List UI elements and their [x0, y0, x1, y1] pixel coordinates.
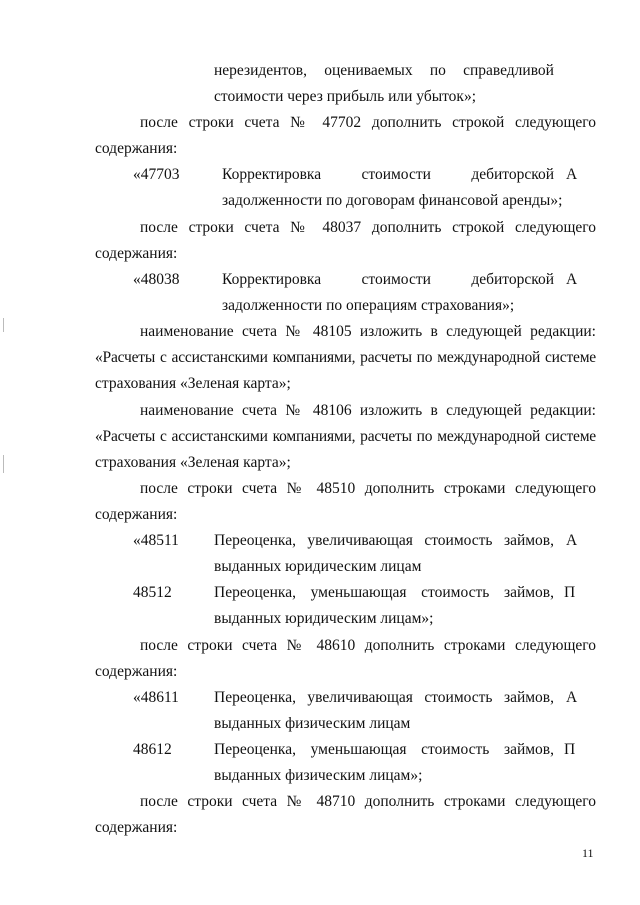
paragraph-first-line: после строки счета № 48610 дополнить строками следующего	[140, 637, 596, 654]
entry-text-line: выданных юридическим лицам»;	[214, 610, 434, 627]
account-flag: А	[566, 271, 578, 288]
paragraph-line: содержания:	[95, 245, 178, 262]
account-flag: А	[566, 532, 578, 549]
entry-text-line: выданных юридическим лицам	[214, 558, 422, 575]
scan-mark	[3, 455, 4, 473]
paragraph-first-line: после строки счета № 48510 дополнить строками следующего	[140, 480, 596, 497]
word: по	[429, 62, 446, 79]
paragraph-first-line: наименование счета № 48105 изложить в следующей редакции:	[140, 323, 596, 340]
account-flag: А	[566, 166, 578, 183]
account-code: «47703	[133, 166, 180, 183]
account-code: 48512	[133, 584, 172, 601]
entry-text-line: Переоценка, увеличивающая стоимость займов,	[214, 689, 554, 706]
paragraph-first-line: после строки счета № 48710 дополнить строками следующего	[140, 793, 596, 810]
entry-text-line: задолженности по договорам финансовой аренды»;	[222, 192, 563, 209]
account-code: «48611	[133, 689, 179, 706]
page-number: 11	[582, 846, 594, 860]
entry-text-line: выданных физическим лицам»;	[214, 767, 423, 784]
word: нерезидентов,	[214, 62, 307, 79]
paragraph-line: «Расчеты с ассистанскими компаниями, расчеты по международной системе	[95, 428, 596, 445]
account-code: «48511	[133, 532, 179, 549]
entry-text-line: выданных физическим лицам	[214, 715, 411, 732]
account-flag: П	[564, 584, 576, 601]
entry-text-line: Переоценка, увеличивающая стоимость займов,	[214, 532, 554, 549]
paragraph-line: содержания:	[95, 819, 178, 836]
paragraph-line: «Расчеты с ассистанскими компаниями, расчеты по международной системе	[95, 349, 596, 366]
paragraph-first-line: после строки счета № 47702 дополнить строкой следующего	[140, 114, 596, 131]
word: оцениваемых	[324, 62, 413, 79]
entry-text-line: Переоценка, уменьшающая стоимость займов,	[214, 584, 554, 601]
paragraph-line: страхования «Зеленая карта»;	[95, 375, 291, 392]
paragraph-first-line: после строки счета № 48037 дополнить строкой следующего	[140, 219, 596, 236]
account-code: 48612	[133, 741, 172, 758]
paragraph-line: содержания:	[95, 663, 178, 680]
text-line: стоимости через прибыль или убыток»;	[214, 88, 477, 105]
entry-text-line: Корректировка стоимости дебиторской	[222, 271, 554, 288]
paragraph-first-line: наименование счета № 48106 изложить в следующей редакции:	[140, 402, 596, 419]
text-line	[214, 62, 554, 80]
entry-text-line: задолженности по операциям страхования»;	[222, 297, 515, 314]
entry-text-line: Корректировка стоимости дебиторской	[222, 166, 554, 183]
account-flag: П	[564, 741, 576, 758]
scan-mark	[3, 318, 4, 332]
account-code: «48038	[133, 271, 180, 288]
paragraph-line: содержания:	[95, 140, 178, 157]
paragraph-line: содержания:	[95, 506, 178, 523]
word: справедливой	[463, 62, 554, 79]
account-flag: А	[566, 689, 578, 706]
paragraph-line: страхования «Зеленая карта»;	[95, 454, 291, 471]
entry-text-line: Переоценка, уменьшающая стоимость займов,	[214, 741, 554, 758]
